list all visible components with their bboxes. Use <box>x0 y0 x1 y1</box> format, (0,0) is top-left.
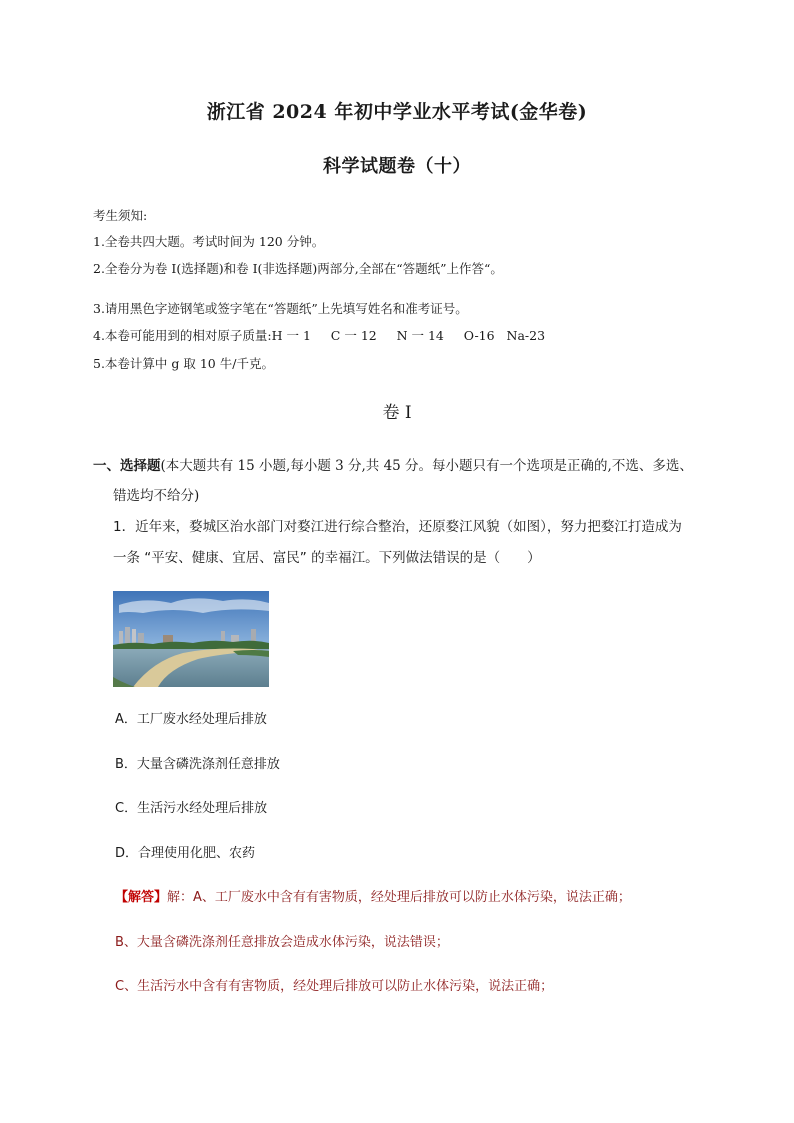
notice-item-1: 1.全卷共四大题。考试时间为 120 分钟。 <box>93 234 325 249</box>
answer-line-3: C、生活污水中含有有害物质，经处理后排放可以防止水体污染，说法正确； <box>115 979 554 994</box>
option-a: A．工厂废水经处理后排放 <box>115 712 267 727</box>
section-description-cont: 错选均不给分) <box>113 488 200 504</box>
section-heading-line <box>93 457 693 475</box>
notice-heading: 考生须知: <box>93 208 148 223</box>
answer-tag: 【解答】 <box>115 890 168 905</box>
section-description: (本大题共有 15 小题,每小题 3 分,共 45 分。每小题只有一个选项是正确的,不选、多选、 <box>160 458 693 474</box>
river-photo <box>113 591 269 687</box>
notice-item-5: 5.本卷计算中 g 取 10 牛/千克。 <box>93 356 274 371</box>
notice-item-4: 4.本卷可能用到的相对原子质量:H 一 1 C 一 12 N 一 14 O-16 Na-23 <box>93 328 546 343</box>
answer-text-a: 解：A、工厂废水中含有有害物质，经处理后排放可以防止水体污染，说法正确； <box>167 890 631 905</box>
volume-label: 卷 I <box>382 403 412 423</box>
question-1-stem-line1: 1．近年来，婺城区治水部门对婺江进行综合整治，还原婺江风貌（如图），努力把婺江打造成为 <box>113 519 682 535</box>
question-1-stem-line2: 一条 “平安、健康、宜居、富民” 的幸福江。下列做法错误的是（ ） <box>113 550 541 566</box>
notice-item-2: 2.全卷分为卷 I(选择题)和卷 I(非选择题)两部分,全部在“答题纸”上作答“。 <box>93 261 503 276</box>
exam-title: 浙江省 2024 年初中学业水平考试(金华卷) <box>206 101 588 123</box>
option-b: B．大量含磷洗涤剂任意排放 <box>115 757 280 772</box>
exam-subtitle: 科学试题卷（十） <box>323 156 471 177</box>
answer-line-2: B、大量含磷洗涤剂任意排放会造成水体污染，说法错误； <box>115 935 449 950</box>
notice-item-3: 3.请用黑色字迹钢笔或签字笔在“答题纸”上先填写姓名和准考证号。 <box>93 301 468 316</box>
option-c: C．生活污水经处理后排放 <box>115 801 268 816</box>
answer-line-1 <box>115 889 631 907</box>
section-heading: 一、选择题 <box>93 458 161 474</box>
option-d: D．合理使用化肥、农药 <box>115 846 256 861</box>
